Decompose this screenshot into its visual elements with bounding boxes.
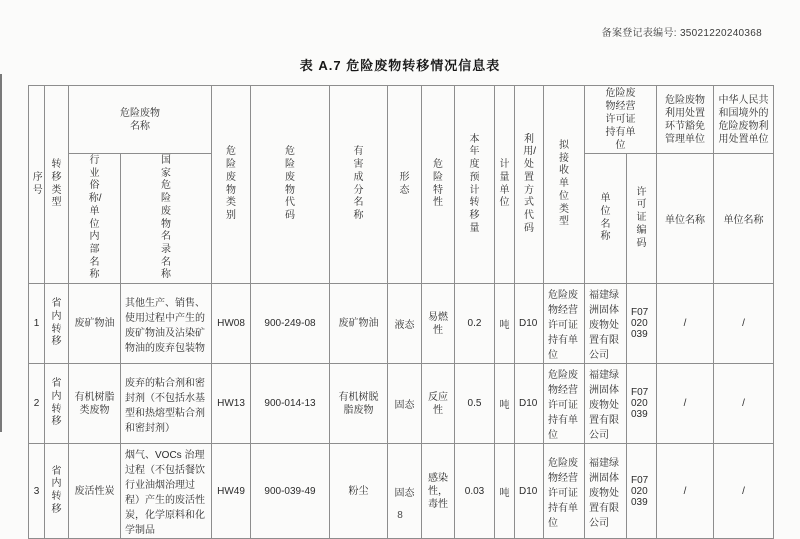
header-row-group: [29, 86, 774, 154]
cell-hazard-property: 感染性，毒性: [422, 444, 455, 539]
cell-measure-unit: 吨: [495, 444, 515, 539]
cell-receiver-type: 危险废物经营许可证持有单位: [544, 444, 585, 539]
header-industry-name: 行业俗称/单位内部名称: [69, 154, 121, 284]
header-exempt-unit-name: 单位名称: [657, 154, 714, 284]
cell-overseas-unit: /: [714, 364, 774, 444]
cell-form: 固态: [388, 444, 422, 539]
cell-receiver-type: 危险废物经营许可证持有单位: [544, 364, 585, 444]
cell-hazard-property: 反应性: [422, 364, 455, 444]
header-annual-amount: 本年度预计转移量: [455, 86, 495, 284]
cell-catalog-name: 废弃的粘合剂和密封剂（不包括水基型和热熔型粘合剂和密封剂）: [121, 364, 212, 444]
cell-measure-unit: 吨: [495, 364, 515, 444]
header-transfer-type: 转移类型: [45, 86, 69, 284]
cell-seq: 2: [29, 364, 45, 444]
cell-catalog-name: 烟气、VOCs 治理过程（不包括餐饮行业油烟治理过程）产生的废活性炭，化学原料和化学制品: [121, 444, 212, 539]
cell-form: 固态: [388, 364, 422, 444]
cell-measure-unit: 吨: [495, 284, 515, 364]
cell-disposal-code: D10: [515, 364, 544, 444]
header-license-holder-group: 危险废物经营许可证持有单位: [585, 86, 657, 154]
cell-exempt-unit: /: [657, 444, 714, 539]
cell-waste-category: HW49: [212, 444, 251, 539]
page-number: 8: [397, 510, 403, 521]
registration-number: 35021220240368: [679, 28, 762, 39]
cell-overseas-unit: /: [714, 444, 774, 539]
hazardous-waste-transfer-table: [28, 85, 774, 539]
cell-seq: 3: [29, 444, 45, 539]
table-row: [29, 364, 774, 444]
cell-annual-amount: 0.03: [455, 444, 495, 539]
header-waste-category: 危险废物类别: [212, 86, 251, 284]
page-title: 表 A.7 危险废物转移情况信息表: [299, 58, 501, 73]
cell-industry-name: 有机树脂类废物: [69, 364, 121, 444]
cell-catalog-name: 其他生产、销售、使用过程中产生的废矿物油及沾染矿物油的废弃包装物: [121, 284, 212, 364]
cell-annual-amount: 0.5: [455, 364, 495, 444]
cell-waste-code: 900-249-08: [251, 284, 330, 364]
cell-license-code: F07020039: [627, 364, 657, 444]
header-measure-unit: 计量单位: [495, 86, 515, 284]
cell-receiver-type: 危险废物经营许可证持有单位: [544, 284, 585, 364]
cell-unit-name: 福建绿洲固体废物处置有限公司: [585, 364, 627, 444]
header-hazard-property: 危险特性: [422, 86, 455, 284]
cell-waste-code: 900-039-49: [251, 444, 330, 539]
header-harmful-component: 有害成分名称: [330, 86, 388, 284]
header-overseas-unit-group: 中华人民共和国境外的危险废物利用处置单位: [714, 86, 774, 154]
cell-exempt-unit: /: [657, 284, 714, 364]
cell-disposal-code: D10: [515, 284, 544, 364]
cell-license-code: F07020039: [627, 444, 657, 539]
scan-edge-artifact: [0, 74, 2, 432]
header-form: 形态: [388, 86, 422, 284]
cell-hazard-property: 易燃性: [422, 284, 455, 364]
cell-annual-amount: 0.2: [455, 284, 495, 364]
header-catalog-name: 国家危险废物名录名称: [121, 154, 212, 284]
header-exempt-unit-group: 危险废物利用处置环节豁免管理单位: [657, 86, 714, 154]
header-waste-name-group: 危险废物名称: [69, 86, 212, 154]
cell-waste-code: 900-014-13: [251, 364, 330, 444]
header-waste-code: 危险废物代码: [251, 86, 330, 284]
table-row: [29, 444, 774, 539]
cell-overseas-unit: /: [714, 284, 774, 364]
cell-unit-name: 福建绿洲固体废物处置有限公司: [585, 284, 627, 364]
registration-label: 备案登记表编号:: [601, 28, 677, 39]
cell-harmful-component: 废矿物油: [330, 284, 388, 364]
cell-industry-name: 废活性炭: [69, 444, 121, 539]
cell-industry-name: 废矿物油: [69, 284, 121, 364]
header-overseas-unit-name: 单位名称: [714, 154, 774, 284]
header-seq: 序号: [29, 86, 45, 284]
cell-waste-category: HW08: [212, 284, 251, 364]
cell-exempt-unit: /: [657, 364, 714, 444]
table-row: [29, 284, 774, 364]
cell-disposal-code: D10: [515, 444, 544, 539]
cell-transfer-type: 省内转移: [45, 444, 69, 539]
cell-harmful-component: 粉尘: [330, 444, 388, 539]
cell-waste-category: HW13: [212, 364, 251, 444]
header-license-unit-name: 单位名称: [585, 154, 627, 284]
header-disposal-code: 利用/处置方式代码: [515, 86, 544, 284]
cell-transfer-type: 省内转移: [45, 364, 69, 444]
cell-unit-name: 福建绿洲固体废物处置有限公司: [585, 444, 627, 539]
cell-transfer-type: 省内转移: [45, 284, 69, 364]
cell-harmful-component: 有机树脱脂废物: [330, 364, 388, 444]
registration-number-line: [602, 24, 762, 39]
cell-form: 液态: [388, 284, 422, 364]
cell-seq: 1: [29, 284, 45, 364]
cell-license-code: F07020039: [627, 284, 657, 364]
header-license-code: 许可证编码: [627, 154, 657, 284]
header-receiver-type: 拟接收单位类型: [544, 86, 585, 284]
